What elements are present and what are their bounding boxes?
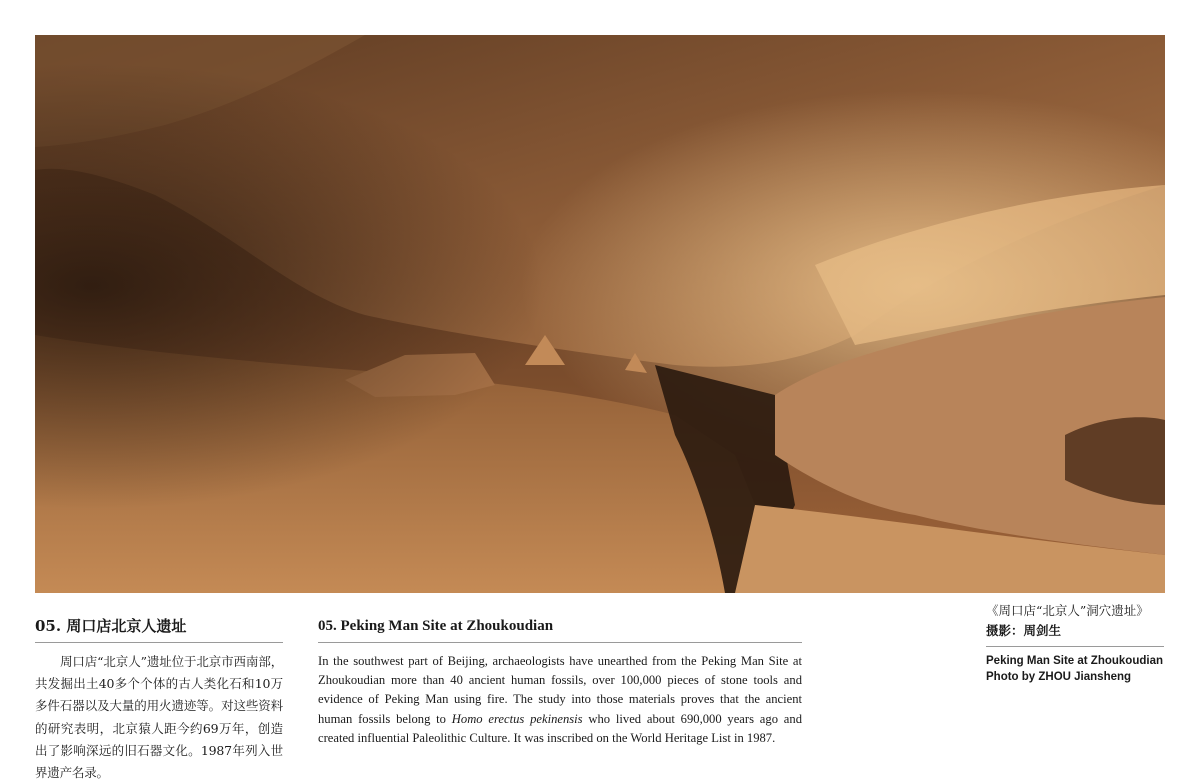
chinese-body: 周口店“北京人”遗址位于北京市西南部，共发掘出土40多个个体的古人类化石和10万多件石器以及大量的用火遗迹等。对这些资料的研究表明，北京猿人距今约69万年，创造出了影响深远的旧石器文化。1987年列入世界遗产名录。 bbox=[35, 654, 283, 781]
credit-title-zh: 《周口店“北京人”洞穴遗址》 bbox=[986, 603, 1149, 618]
cave-photo bbox=[35, 35, 1165, 593]
credit-title-en: Peking Man Site at Zhoukoudian bbox=[986, 655, 1163, 667]
chinese-heading: 05. 周口店北京人遗址 bbox=[35, 615, 283, 643]
english-heading: 05. Peking Man Site at Zhoukoudian bbox=[318, 615, 802, 643]
credit-divider bbox=[986, 646, 1164, 647]
english-body-part2: who lived about 690,000 years ago and created influential Paleolithic Culture. It was inscribed on the World Heritage List in 1987. bbox=[318, 711, 802, 745]
english-body bbox=[318, 652, 802, 748]
english-body-species: Homo erectus pekinensis bbox=[451, 711, 583, 726]
english-description bbox=[318, 615, 802, 748]
credit-photographer-zh: 摄影：周剑生 bbox=[986, 623, 1062, 638]
photo-credit bbox=[986, 601, 1166, 685]
english-body-part1: In the southwest part of Beijing, archaeologists have unearthed from the Peking Man Site at Zhoukoudian more than 40 ancient human fossils, over 100,000 pieces of stone tools and evidence of Peking Man using fire. The study into those materials proves that the ancient human fossils belong to bbox=[318, 654, 802, 726]
credit-photographer-en: Photo by ZHOU Jiansheng bbox=[986, 671, 1132, 683]
chinese-description bbox=[35, 615, 283, 784]
